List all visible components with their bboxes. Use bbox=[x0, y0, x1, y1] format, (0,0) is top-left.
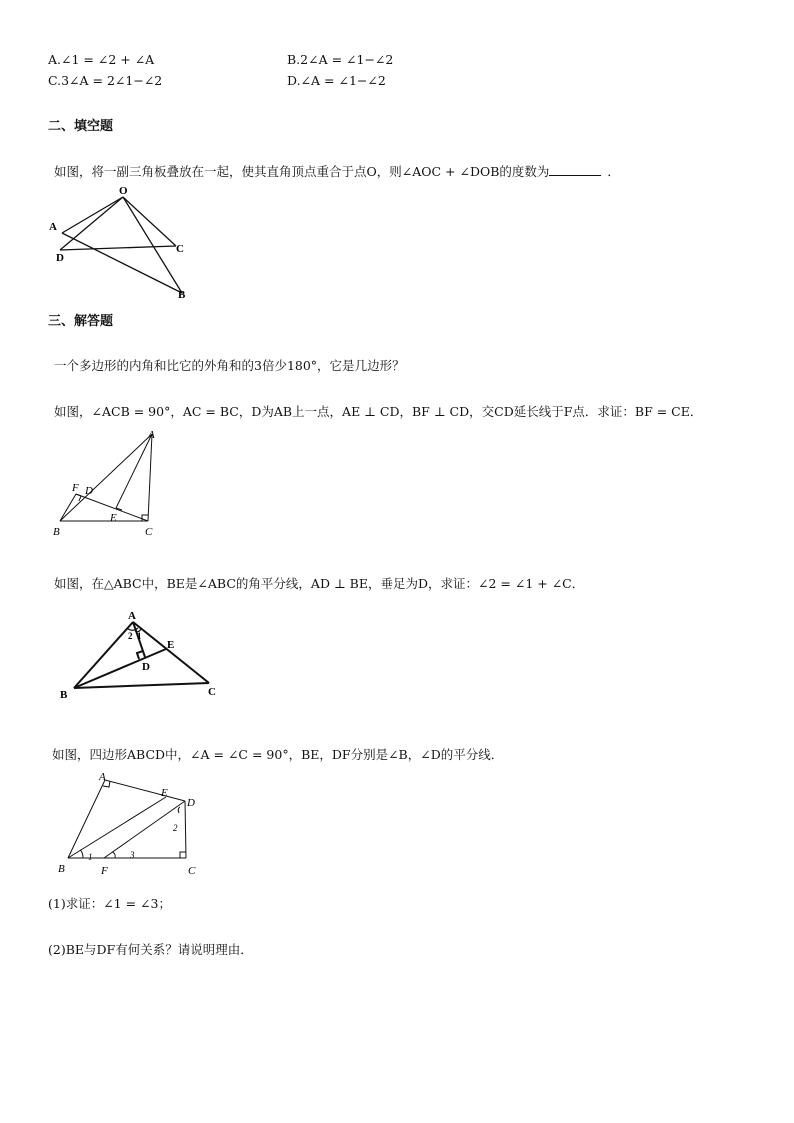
figure-quadrilateral bbox=[55, 770, 210, 885]
fig1-label-o: O bbox=[119, 185, 128, 197]
fig1-label-d: D bbox=[56, 252, 64, 264]
fig2-label-d: D bbox=[85, 485, 93, 497]
choice-b: B.2∠A = ∠1−∠2 bbox=[287, 52, 394, 67]
question-fill-1 bbox=[54, 162, 620, 180]
fig4-label-f: F bbox=[101, 865, 108, 877]
fig4-label-angle-3: 3 bbox=[130, 850, 135, 860]
section-heading-solve: 三、解答题 bbox=[48, 314, 114, 329]
question-angle-bisector: 如图，在△ABC中，BE是∠ABC的角平分线，AD ⊥ BE，垂足为D，求证：∠2 = ∠1 + ∠C． bbox=[54, 576, 585, 591]
answer-blank bbox=[549, 165, 601, 176]
fig2-label-a: A bbox=[148, 429, 155, 441]
fig4-label-a: A bbox=[99, 771, 106, 783]
figure-right-isosceles bbox=[50, 428, 165, 543]
fig3-label-angle-1: 1 bbox=[137, 631, 142, 641]
question-part-1: (1)求证：∠1 = ∠3； bbox=[48, 896, 171, 911]
question-polygon: 一个多边形的内角和比它的外角和的3倍少180°，它是几边形？ bbox=[54, 358, 405, 373]
fig4-label-d: D bbox=[187, 797, 195, 809]
fig2-label-b: B bbox=[53, 526, 60, 538]
fig3-label-angle-2: 2 bbox=[128, 631, 133, 641]
fig4-label-c: C bbox=[188, 865, 196, 877]
fig1-label-a: A bbox=[49, 221, 57, 233]
fig2-label-c: C bbox=[145, 526, 153, 538]
fig2-label-f: F bbox=[72, 482, 79, 494]
question-part-2: (2)BE与DF有何关系？请说明理由． bbox=[48, 942, 253, 957]
fig3-label-e: E bbox=[167, 639, 175, 651]
fig4-label-b: B bbox=[58, 863, 65, 875]
fig2-label-e: E bbox=[110, 512, 117, 524]
question-quadrilateral: 如图，四边形ABCD中，∠A = ∠C = 90°，BE，DF分别是∠B，∠D的平分线． bbox=[52, 747, 504, 762]
fig1-label-c: C bbox=[176, 243, 184, 255]
question-fill-1-end: ． bbox=[607, 164, 620, 179]
choice-d: D.∠A = ∠1−∠2 bbox=[287, 73, 386, 88]
fig4-label-angle-2: 2 bbox=[173, 823, 178, 833]
question-proof-bf-ce: 如图，∠ACB = 90°，AC = BC，D为AB上一点，AE ⊥ CD，BF ⊥ CD，交CD延长线于F点．求证：BF = CE． bbox=[54, 404, 703, 419]
fig3-label-d: D bbox=[142, 661, 150, 673]
fig3-label-a: A bbox=[128, 610, 136, 622]
fig4-label-angle-1: 1 bbox=[88, 852, 93, 862]
fig3-label-c: C bbox=[208, 686, 216, 698]
section-heading-fill-in: 二、填空题 bbox=[48, 119, 114, 134]
fig3-label-b: B bbox=[60, 689, 68, 701]
question-fill-1-text: 如图，将一副三角板叠放在一起，使其直角顶点重合于点O，则∠AOC + ∠DOB的度数为 bbox=[54, 164, 550, 179]
fig1-label-b: B bbox=[178, 289, 186, 301]
figure-triangle-bisector bbox=[55, 605, 225, 705]
figure-triangles-overlap bbox=[40, 180, 200, 305]
choice-c: C.3∠A = 2∠1−∠2 bbox=[48, 73, 163, 88]
fig4-label-e: E bbox=[161, 787, 168, 799]
choice-a: A.∠1 = ∠2 + ∠A bbox=[48, 52, 155, 67]
